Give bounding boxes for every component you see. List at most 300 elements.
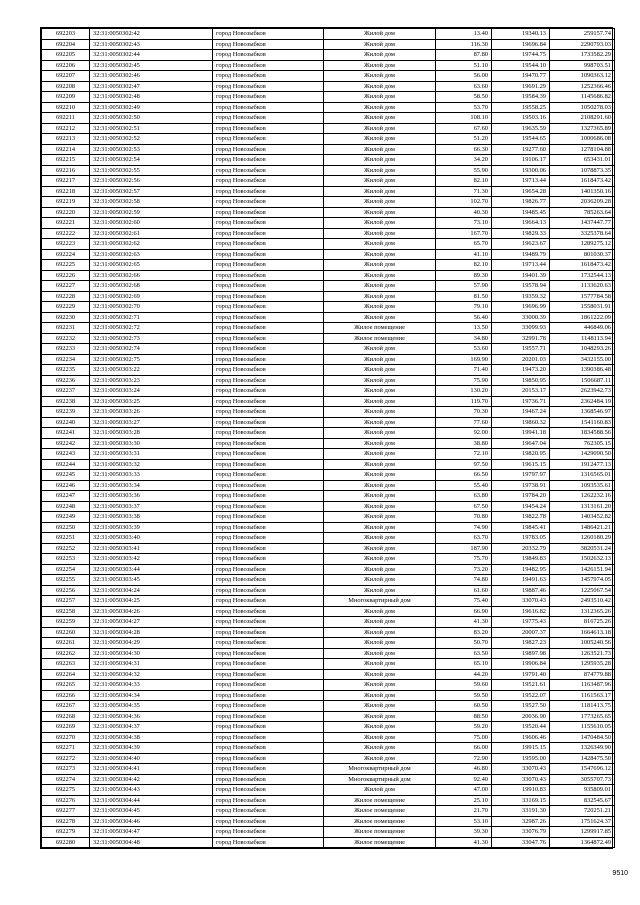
area-cell: 13.50 — [436, 323, 492, 334]
row-number-cell: 692216 — [42, 165, 90, 176]
cadastral-value-cell: 1403452.82 — [550, 512, 615, 523]
object-type-cell: Жилой дом — [324, 71, 436, 82]
locality-cell: город Новозыбков — [213, 743, 324, 754]
unit-value-cell: 19277.60 — [492, 144, 550, 155]
cadastral-value-cell: 1225067.54 — [550, 585, 615, 596]
table-row — [42, 816, 615, 827]
area-cell: 79.10 — [436, 302, 492, 313]
table-row — [42, 564, 615, 575]
locality-cell: город Новозыбков — [213, 134, 324, 145]
table-row — [42, 512, 615, 523]
locality-cell: город Новозыбков — [213, 680, 324, 691]
locality-cell: город Новозыбков — [213, 522, 324, 533]
cadastral-value-cell: 446849.06 — [550, 323, 615, 334]
row-number-cell: 692266 — [42, 690, 90, 701]
unit-value-cell: 19797.97 — [492, 470, 550, 481]
cadastral-number-cell: 32:31:0050302:42 — [90, 29, 213, 40]
unit-value-cell: 19557.71 — [492, 344, 550, 355]
row-number-cell: 692208 — [42, 81, 90, 92]
locality-cell: город Новозыбков — [213, 92, 324, 103]
cadastral-number-cell: 32:31:0050304:41 — [90, 764, 213, 775]
locality-cell: город Новозыбков — [213, 249, 324, 260]
cadastral-value-cell: 1751624.37 — [550, 816, 615, 827]
cadastral-value-cell: 1364872.49 — [550, 837, 615, 848]
locality-cell: город Новозыбков — [213, 732, 324, 743]
object-type-cell: Жилой дом — [324, 743, 436, 754]
area-cell: 57.90 — [436, 281, 492, 292]
area-cell: 51.10 — [436, 60, 492, 71]
area-cell: 46.80 — [436, 764, 492, 775]
row-number-cell: 692223 — [42, 239, 90, 250]
cadastral-number-cell: 32:31:0050303:22 — [90, 365, 213, 376]
cadastral-number-cell: 32:31:0050303:24 — [90, 386, 213, 397]
unit-value-cell: 19829.33 — [492, 228, 550, 239]
row-number-cell: 692229 — [42, 302, 90, 313]
cadastral-number-cell: 32:31:0050302:63 — [90, 249, 213, 260]
row-number-cell: 692277 — [42, 806, 90, 817]
locality-cell: город Новозыбков — [213, 459, 324, 470]
cadastral-number-cell: 32:31:0050302:45 — [90, 60, 213, 71]
cadastral-value-cell: 2623942.73 — [550, 386, 615, 397]
locality-cell: город Новозыбков — [213, 270, 324, 281]
cadastral-number-cell: 32:31:0050302:66 — [90, 270, 213, 281]
cadastral-value-cell: 3432155.00 — [550, 354, 615, 365]
table-row — [42, 837, 615, 848]
area-cell: 92.40 — [436, 774, 492, 785]
row-number-cell: 692239 — [42, 407, 90, 418]
unit-value-cell: 19503.16 — [492, 113, 550, 124]
unit-value-cell: 19485.45 — [492, 207, 550, 218]
table-row — [42, 281, 615, 292]
row-number-cell: 692246 — [42, 480, 90, 491]
locality-cell: город Новозыбков — [213, 585, 324, 596]
cadastral-number-cell: 32:31:0050302:51 — [90, 123, 213, 134]
row-number-cell: 692262 — [42, 648, 90, 659]
locality-cell: город Новозыбков — [213, 480, 324, 491]
cadastral-number-cell: 32:31:0050302:75 — [90, 354, 213, 365]
cadastral-value-cell: 762305.15 — [550, 438, 615, 449]
row-number-cell: 692219 — [42, 197, 90, 208]
cadastral-number-cell: 32:31:0050303:33 — [90, 470, 213, 481]
row-number-cell: 692225 — [42, 260, 90, 271]
unit-value-cell: 19850.95 — [492, 375, 550, 386]
area-cell: 40.30 — [436, 207, 492, 218]
object-type-cell: Жилое помещение — [324, 837, 436, 848]
area-cell: 56.00 — [436, 71, 492, 82]
locality-cell: город Новозыбков — [213, 218, 324, 229]
row-number-cell: 692207 — [42, 71, 90, 82]
locality-cell: город Новозыбков — [213, 837, 324, 848]
object-type-cell: Жилой дом — [324, 291, 436, 302]
object-type-cell: Жилой дом — [324, 417, 436, 428]
cadastral-number-cell: 32:31:0050302:54 — [90, 155, 213, 166]
cadastral-number-cell: 32:31:0050304:27 — [90, 617, 213, 628]
area-cell: 66.00 — [436, 743, 492, 754]
unit-value-cell: 19860.32 — [492, 417, 550, 428]
object-type-cell: Жилой дом — [324, 543, 436, 554]
area-cell: 53.10 — [436, 816, 492, 827]
row-number-cell: 692264 — [42, 669, 90, 680]
cadastral-value-cell: 1732544.13 — [550, 270, 615, 281]
unit-value-cell: 19544.65 — [492, 134, 550, 145]
unit-value-cell: 33169.15 — [492, 795, 550, 806]
cadastral-value-cell: 2108291.60 — [550, 113, 615, 124]
object-type-cell: Жилой дом — [324, 606, 436, 617]
object-type-cell: Жилой дом — [324, 176, 436, 187]
table-row — [42, 176, 615, 187]
row-number-cell: 692236 — [42, 375, 90, 386]
cadastral-number-cell: 32:31:0050304:28 — [90, 627, 213, 638]
row-number-cell: 692220 — [42, 207, 90, 218]
cadastral-number-cell: 32:31:0050303:30 — [90, 438, 213, 449]
locality-cell: город Новозыбков — [213, 690, 324, 701]
locality-cell: город Новозыбков — [213, 323, 324, 334]
unit-value-cell: 19578.94 — [492, 281, 550, 292]
cadastral-number-cell: 32:31:0050303:41 — [90, 543, 213, 554]
cadastral-value-cell: 3055707.73 — [550, 774, 615, 785]
object-type-cell: Жилой дом — [324, 197, 436, 208]
row-number-cell: 692238 — [42, 396, 90, 407]
row-number-cell: 692240 — [42, 417, 90, 428]
unit-value-cell: 19887.46 — [492, 585, 550, 596]
area-cell: 60.50 — [436, 701, 492, 712]
object-type-cell: Многоквартирный дом — [324, 764, 436, 775]
object-type-cell: Жилой дом — [324, 449, 436, 460]
row-number-cell: 692271 — [42, 743, 90, 754]
cadastral-number-cell: 32:31:0050302:55 — [90, 165, 213, 176]
unit-value-cell: 19520.44 — [492, 722, 550, 733]
object-type-cell: Жилой дом — [324, 564, 436, 575]
cadastral-number-cell: 32:31:0050304:47 — [90, 827, 213, 838]
table-row — [42, 270, 615, 281]
area-cell: 63.50 — [436, 648, 492, 659]
object-type-cell: Жилой дом — [324, 29, 436, 40]
table-row — [42, 71, 615, 82]
cadastral-value-cell: 2493510.42 — [550, 596, 615, 607]
object-type-cell: Жилой дом — [324, 575, 436, 586]
unit-value-cell: 20153.17 — [492, 386, 550, 397]
cadastral-value-cell: 1326349.90 — [550, 743, 615, 754]
unit-value-cell: 19454.24 — [492, 501, 550, 512]
cadastral-number-cell: 32:31:0050303:45 — [90, 575, 213, 586]
cadastral-value-cell: 1078873.35 — [550, 165, 615, 176]
cadastral-number-cell: 32:31:0050304:43 — [90, 785, 213, 796]
cadastral-value-cell: 1299917.85 — [550, 827, 615, 838]
object-type-cell: Жилой дом — [324, 680, 436, 691]
area-cell: 67.50 — [436, 501, 492, 512]
object-type-cell: Жилой дом — [324, 365, 436, 376]
table-row — [42, 501, 615, 512]
cadastral-number-cell: 32:31:0050302:69 — [90, 291, 213, 302]
unit-value-cell: 33070.43 — [492, 596, 550, 607]
area-cell: 51.20 — [436, 134, 492, 145]
object-type-cell: Жилой дом — [324, 39, 436, 50]
object-type-cell: Жилой дом — [324, 459, 436, 470]
table-row — [42, 785, 615, 796]
unit-value-cell: 19595.00 — [492, 753, 550, 764]
cadastral-value-cell: 785263.64 — [550, 207, 615, 218]
row-number-cell: 692212 — [42, 123, 90, 134]
area-cell: 97.50 — [436, 459, 492, 470]
object-type-cell: Жилое помещение — [324, 795, 436, 806]
row-number-cell: 692222 — [42, 228, 90, 239]
unit-value-cell: 19635.59 — [492, 123, 550, 134]
table-row — [42, 375, 615, 386]
table-row — [42, 585, 615, 596]
area-cell: 41.30 — [436, 617, 492, 628]
cadastral-number-cell: 32:31:0050303:25 — [90, 396, 213, 407]
object-type-cell: Жилой дом — [324, 396, 436, 407]
locality-cell: город Новозыбков — [213, 617, 324, 628]
table-row — [42, 480, 615, 491]
object-type-cell: Жилое помещение — [324, 827, 436, 838]
object-type-cell: Жилой дом — [324, 533, 436, 544]
unit-value-cell: 19522.07 — [492, 690, 550, 701]
table-row — [42, 606, 615, 617]
row-number-cell: 692241 — [42, 428, 90, 439]
unit-value-cell: 19906.84 — [492, 659, 550, 670]
area-cell: 58.50 — [436, 92, 492, 103]
unit-value-cell: 19713.44 — [492, 176, 550, 187]
cadastral-number-cell: 32:31:0050303:26 — [90, 407, 213, 418]
area-cell: 74.90 — [436, 522, 492, 533]
area-cell: 92.00 — [436, 428, 492, 439]
locality-cell: город Новозыбков — [213, 176, 324, 187]
area-cell: 187.90 — [436, 543, 492, 554]
object-type-cell: Жилой дом — [324, 92, 436, 103]
table-row — [42, 239, 615, 250]
unit-value-cell: 19544.10 — [492, 60, 550, 71]
object-type-cell: Жилой дом — [324, 669, 436, 680]
cadastral-value-cell: 1262232.16 — [550, 491, 615, 502]
area-cell: 41.10 — [436, 249, 492, 260]
row-number-cell: 692263 — [42, 659, 90, 670]
cadastral-value-cell: 1861222.09 — [550, 312, 615, 323]
row-number-cell: 692249 — [42, 512, 90, 523]
cadastral-number-cell: 32:31:0050304:29 — [90, 638, 213, 649]
locality-cell: город Новозыбков — [213, 354, 324, 365]
object-type-cell: Жилой дом — [324, 344, 436, 355]
table-row — [42, 354, 615, 365]
cadastral-value-cell: 1733582.29 — [550, 50, 615, 61]
object-type-cell: Жилой дом — [324, 60, 436, 71]
cadastral-number-cell: 32:31:0050304:44 — [90, 795, 213, 806]
row-number-cell: 692270 — [42, 732, 90, 743]
unit-value-cell: 20007.37 — [492, 627, 550, 638]
cadastral-number-cell: 32:31:0050302:57 — [90, 186, 213, 197]
row-number-cell: 692205 — [42, 50, 90, 61]
cadastral-value-cell: 874779.88 — [550, 669, 615, 680]
object-type-cell: Жилой дом — [324, 732, 436, 743]
cadastral-value-cell: 1263521.73 — [550, 648, 615, 659]
cadastral-number-cell: 32:31:0050302:56 — [90, 176, 213, 187]
area-cell: 167.70 — [436, 228, 492, 239]
unit-value-cell: 19606.46 — [492, 732, 550, 743]
locality-cell: город Новозыбков — [213, 207, 324, 218]
object-type-cell: Жилой дом — [324, 144, 436, 155]
unit-value-cell: 19470.77 — [492, 71, 550, 82]
object-type-cell: Жилой дом — [324, 186, 436, 197]
cadastral-number-cell: 32:31:0050304:34 — [90, 690, 213, 701]
area-cell: 66.90 — [436, 606, 492, 617]
area-cell: 66.50 — [436, 470, 492, 481]
locality-cell: город Новозыбков — [213, 533, 324, 544]
table-row — [42, 165, 615, 176]
cadastral-value-cell: 1429090.50 — [550, 449, 615, 460]
table-row — [42, 795, 615, 806]
object-type-cell: Жилой дом — [324, 239, 436, 250]
area-cell: 82.10 — [436, 176, 492, 187]
cadastral-value-cell: 1260180.29 — [550, 533, 615, 544]
object-type-cell: Жилой дом — [324, 627, 436, 638]
unit-value-cell: 33070.43 — [492, 764, 550, 775]
cadastral-value-cell: 1428475.50 — [550, 753, 615, 764]
locality-cell: город Новозыбков — [213, 449, 324, 460]
cadastral-number-cell: 32:31:0050303:42 — [90, 554, 213, 565]
table-row — [42, 428, 615, 439]
cadastral-value-cell: 3325378.64 — [550, 228, 615, 239]
locality-cell: город Новозыбков — [213, 260, 324, 271]
cadastral-number-cell: 32:31:0050303:37 — [90, 501, 213, 512]
object-type-cell: Жилое помещение — [324, 323, 436, 334]
area-cell: 47.00 — [436, 785, 492, 796]
cadastral-value-cell: 998703.51 — [550, 60, 615, 71]
locality-cell: город Новозыбков — [213, 701, 324, 712]
locality-cell: город Новозыбков — [213, 795, 324, 806]
cadastral-value-cell: 1313161.20 — [550, 501, 615, 512]
table-row — [42, 732, 615, 743]
object-type-cell: Жилой дом — [324, 155, 436, 166]
row-number-cell: 692256 — [42, 585, 90, 596]
cadastral-number-cell: 32:31:0050304:40 — [90, 753, 213, 764]
table-row — [42, 323, 615, 334]
area-cell: 41.30 — [436, 837, 492, 848]
row-number-cell: 692203 — [42, 29, 90, 40]
cadastral-value-cell: 1278104.88 — [550, 144, 615, 155]
table-row — [42, 827, 615, 838]
unit-value-cell: 20332.79 — [492, 543, 550, 554]
locality-cell: город Новозыбков — [213, 113, 324, 124]
cadastral-value-cell: 1145686.82 — [550, 92, 615, 103]
table-row — [42, 680, 615, 691]
area-cell: 87.80 — [436, 50, 492, 61]
table-row — [42, 669, 615, 680]
cadastral-value-cell: 1457974.05 — [550, 575, 615, 586]
cadastral-number-cell: 32:31:0050303:27 — [90, 417, 213, 428]
object-type-cell: Жилой дом — [324, 428, 436, 439]
cadastral-value-cell: 259157.74 — [550, 29, 615, 40]
area-cell: 59.50 — [436, 690, 492, 701]
area-cell: 81.50 — [436, 291, 492, 302]
unit-value-cell: 19654.28 — [492, 186, 550, 197]
cadastral-number-cell: 32:31:0050304:25 — [90, 596, 213, 607]
row-number-cell: 692243 — [42, 449, 90, 460]
object-type-cell: Жилое помещение — [324, 816, 436, 827]
object-type-cell: Жилой дом — [324, 480, 436, 491]
row-number-cell: 692231 — [42, 323, 90, 334]
table-row — [42, 722, 615, 733]
locality-cell: город Новозыбков — [213, 753, 324, 764]
area-cell: 75.90 — [436, 375, 492, 386]
row-number-cell: 692244 — [42, 459, 90, 470]
cadastral-number-cell: 32:31:0050304:32 — [90, 669, 213, 680]
area-cell: 59.20 — [436, 722, 492, 733]
object-type-cell: Жилой дом — [324, 648, 436, 659]
area-cell: 53.70 — [436, 102, 492, 113]
table-row — [42, 617, 615, 628]
unit-value-cell: 20201.03 — [492, 354, 550, 365]
area-cell: 63.80 — [436, 491, 492, 502]
locality-cell: город Новозыбков — [213, 396, 324, 407]
table-row — [42, 407, 615, 418]
row-number-cell: 692234 — [42, 354, 90, 365]
row-number-cell: 692224 — [42, 249, 90, 260]
area-cell: 71.40 — [436, 365, 492, 376]
cadastral-number-cell: 32:31:0050304:45 — [90, 806, 213, 817]
area-cell: 108.10 — [436, 113, 492, 124]
row-number-cell: 692274 — [42, 774, 90, 785]
cadastral-value-cell: 1133620.63 — [550, 281, 615, 292]
unit-value-cell: 33076.79 — [492, 827, 550, 838]
row-number-cell: 692245 — [42, 470, 90, 481]
table-row — [42, 81, 615, 92]
cadastral-value-cell: 816725.26 — [550, 617, 615, 628]
cadastral-value-cell: 1834588.56 — [550, 428, 615, 439]
table-row — [42, 260, 615, 271]
object-type-cell: Жилой дом — [324, 690, 436, 701]
cadastral-number-cell: 32:31:0050304:31 — [90, 659, 213, 670]
area-cell: 53.60 — [436, 344, 492, 355]
row-number-cell: 692258 — [42, 606, 90, 617]
object-type-cell: Жилой дом — [324, 638, 436, 649]
table-row — [42, 291, 615, 302]
row-number-cell: 692254 — [42, 564, 90, 575]
object-type-cell: Жилой дом — [324, 270, 436, 281]
row-number-cell: 692269 — [42, 722, 90, 733]
row-number-cell: 692261 — [42, 638, 90, 649]
cadastral-number-cell: 32:31:0050304:39 — [90, 743, 213, 754]
table-row — [42, 438, 615, 449]
cadastral-number-cell: 32:31:0050303:28 — [90, 428, 213, 439]
locality-cell: город Новозыбков — [213, 386, 324, 397]
cadastral-number-cell: 32:31:0050303:44 — [90, 564, 213, 575]
locality-cell: город Новозыбков — [213, 596, 324, 607]
object-type-cell: Жилой дом — [324, 470, 436, 481]
object-type-cell: Жилой дом — [324, 407, 436, 418]
cadastral-value-cell: 1426151.94 — [550, 564, 615, 575]
locality-cell: город Новозыбков — [213, 827, 324, 838]
area-cell: 59.60 — [436, 680, 492, 691]
object-type-cell: Жилой дом — [324, 218, 436, 229]
area-cell: 25.10 — [436, 795, 492, 806]
cadastral-number-cell: 32:31:0050302:60 — [90, 218, 213, 229]
object-type-cell: Жилой дом — [324, 701, 436, 712]
object-type-cell: Жилой дом — [324, 165, 436, 176]
unit-value-cell: 19744.75 — [492, 50, 550, 61]
unit-value-cell: 19845.41 — [492, 522, 550, 533]
object-type-cell: Жилой дом — [324, 312, 436, 323]
cadastral-value-cell: 1401350.16 — [550, 186, 615, 197]
table-row — [42, 228, 615, 239]
table-row — [42, 774, 615, 785]
cadastral-number-cell: 32:31:0050304:26 — [90, 606, 213, 617]
cadastral-number-cell: 32:31:0050302:49 — [90, 102, 213, 113]
row-number-cell: 692260 — [42, 627, 90, 638]
table-row — [42, 312, 615, 323]
cadastral-value-cell: 653431.01 — [550, 155, 615, 166]
cadastral-number-cell: 32:31:0050302:47 — [90, 81, 213, 92]
area-cell: 21.70 — [436, 806, 492, 817]
